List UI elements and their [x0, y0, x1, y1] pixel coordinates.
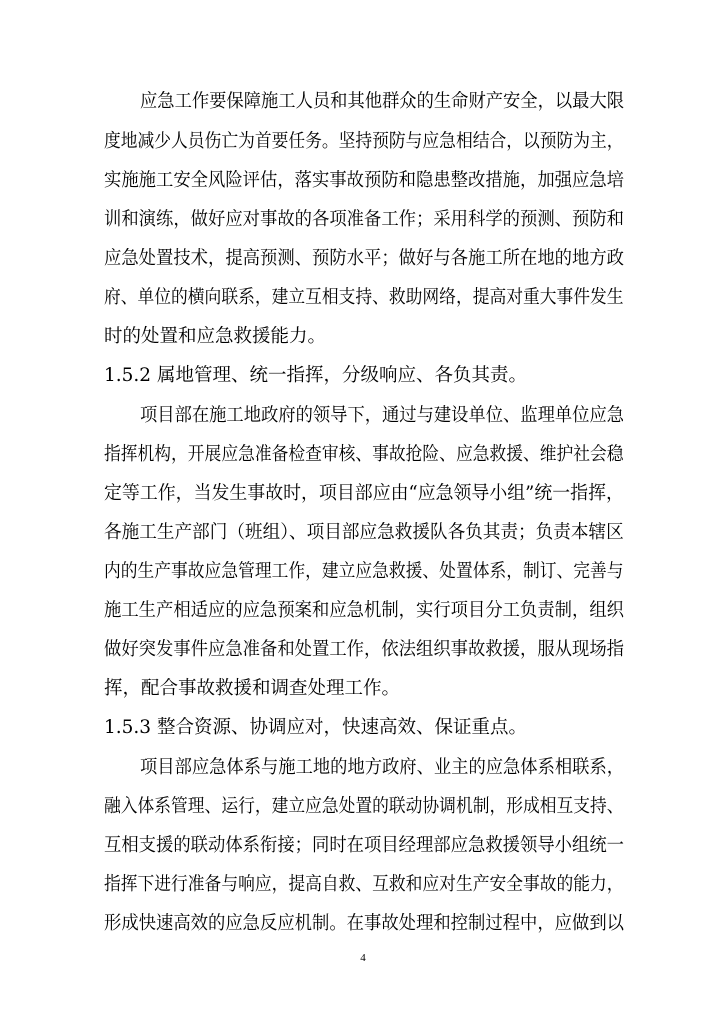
paragraph-2-line-1: 项目部在施工地政府的领导下，通过与建设单位、监理单位应急 [140, 405, 625, 426]
paragraph-3-line-1: 项目部应急体系与施工地的地方政府、业主的应急体系相联系， [140, 757, 625, 778]
page-number: 4 [360, 952, 366, 964]
paragraph-2-line-5: 内的生产事故应急管理工作，建立应急救援、处置体系，制订、完善与 [104, 561, 624, 582]
paragraph-3-line-5: 形成快速高效的应急反应机制。在事故处理和控制过程中，应做到以 [104, 913, 624, 934]
paragraph-2-line-4: 各施工生产部门（班组）、项目部应急救援队各负其责；负责本辖区 [104, 522, 624, 543]
paragraph-2-line-6: 施工生产相适应的应急预案和应急机制，实行项目分工负责制，组织 [104, 600, 624, 621]
section-heading-1-5-2: 1.5.2 属地管理、统一指挥，分级响应、各负其责。 [104, 365, 527, 386]
paragraph-2-line-2: 指挥机构，开展应急准备检查审核、事故抢险、应急救援、维护社会稳 [104, 444, 624, 465]
paragraph-2-line-7: 做好突发事件应急准备和处置工作，依法组织事故救援，服从现场指 [104, 639, 624, 660]
paragraph-1-line-7: 时的处置和应急救援能力。 [104, 326, 327, 347]
paragraph-1-line-6: 府、单位的横向联系，建立互相支持、救助网络，提高对重大事件发生 [104, 287, 624, 308]
paragraph-1-line-4: 训和演练，做好应对事故的各项准备工作；采用科学的预测、预防和 [104, 209, 624, 230]
paragraph-2-line-3: 定等工作，当发生事故时，项目部应由“应急领导小组”统一指挥， [104, 483, 624, 504]
paragraph-3-line-4: 指挥下进行准备与响应，提高自救、互救和应对生产安全事故的能力， [104, 874, 624, 895]
paragraph-2-line-8: 挥，配合事故救援和调查处理工作。 [104, 678, 401, 699]
paragraph-1-line-2: 度地减少人员伤亡为首要任务。坚持预防与应急相结合，以预防为主， [104, 131, 624, 152]
paragraph-1-line-1: 应急工作要保障施工人员和其他群众的生命财产安全，以最大限 [140, 91, 625, 112]
paragraph-1-line-3: 实施施工安全风险评估，落实事故预防和隐患整改措施，加强应急培 [104, 170, 624, 191]
paragraph-3-line-3: 互相支援的联动体系衔接；同时在项目经理部应急救援领导小组统一 [104, 835, 624, 856]
paragraph-1-line-5: 应急处置技术，提高预测、预防水平；做好与各施工所在地的地方政 [104, 248, 624, 269]
section-heading-1-5-3: 1.5.3 整合资源、协调应对，快速高效、保证重点。 [104, 717, 527, 738]
paragraph-3-line-2: 融入体系管理、运行，建立应急处置的联动协调机制，形成相互支持、 [104, 796, 624, 817]
